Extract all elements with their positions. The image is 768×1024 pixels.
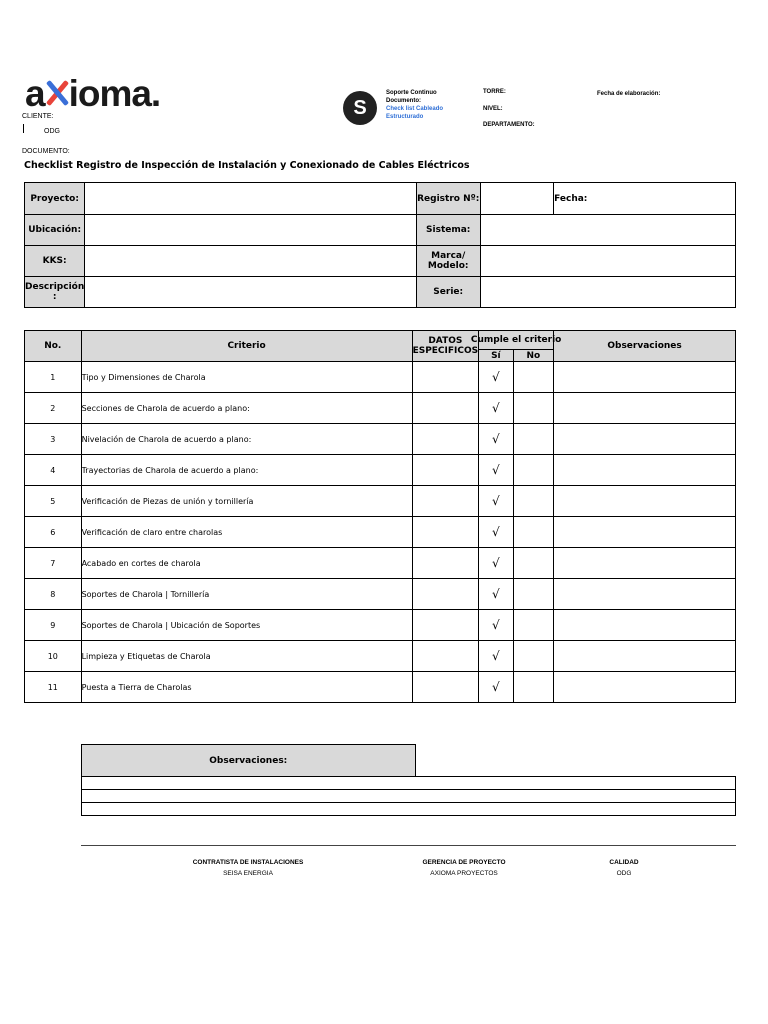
- proyecto-field[interactable]: [85, 183, 417, 215]
- observaciones-line-3[interactable]: [82, 803, 736, 816]
- registro-field[interactable]: [480, 183, 553, 215]
- row-no-check[interactable]: [513, 517, 554, 548]
- observaciones-line-2[interactable]: [82, 790, 736, 803]
- row-no-check[interactable]: [513, 579, 554, 610]
- table-row: [25, 455, 736, 486]
- row-criterio: Verificación de claro entre charolas: [81, 517, 412, 548]
- row-criterio: Tipo y Dimensiones de Charola: [81, 362, 412, 393]
- row-number: 3: [25, 424, 82, 455]
- documento-sub-label: Documento:: [386, 98, 421, 104]
- row-observaciones-field[interactable]: [554, 362, 736, 393]
- row-datos-field[interactable]: [412, 362, 479, 393]
- sig-role-gerencia: GERENCIA DE PROYECTO: [422, 859, 506, 866]
- signature-line: [81, 845, 736, 846]
- observaciones-table: [81, 744, 736, 816]
- row-observaciones-field[interactable]: [554, 517, 736, 548]
- table-row: [25, 579, 736, 610]
- sig-name-calidad: ODG: [616, 870, 632, 877]
- cliente-label: CLIENTE:: [22, 113, 54, 120]
- row-si-check[interactable]: √: [479, 579, 513, 610]
- logo-x-icon: [46, 78, 68, 108]
- kks-field[interactable]: [85, 246, 417, 277]
- sig-name-contratista: SEISA ENERGIA: [223, 870, 273, 877]
- row-datos-field[interactable]: [412, 393, 479, 424]
- table-row: [25, 672, 736, 703]
- row-si-check[interactable]: √: [479, 424, 513, 455]
- row-datos-field[interactable]: [412, 672, 479, 703]
- col-datos-line-1: DATOS: [428, 336, 463, 346]
- row-number: 1: [25, 362, 82, 393]
- cliente-value: ODG: [44, 128, 60, 135]
- table-row: [25, 548, 736, 579]
- row-datos-field[interactable]: [412, 424, 479, 455]
- row-observaciones-field[interactable]: [554, 486, 736, 517]
- row-number: 4: [25, 455, 82, 486]
- document-title: Checklist Registro de Inspección de Instalación y Conexionado de Cables Eléctricos: [24, 160, 470, 171]
- row-criterio: Soportes de Charola | Ubicación de Soportes: [81, 610, 412, 641]
- table-row: [25, 610, 736, 641]
- row-si-check[interactable]: √: [479, 610, 513, 641]
- text-cursor: [23, 124, 24, 133]
- row-number: 2: [25, 393, 82, 424]
- row-si-check[interactable]: √: [479, 672, 513, 703]
- row-criterio: Secciones de Charola de acuerdo a plano:: [81, 393, 412, 424]
- fecha-label: Fecha:: [554, 193, 588, 204]
- row-criterio: Puesta a Tierra de Charolas: [81, 672, 412, 703]
- table-row: [25, 393, 736, 424]
- row-criterio: Acabado en cortes de charola: [81, 548, 412, 579]
- registro-label: Registro Nº:: [416, 183, 480, 215]
- descripcion-label: [25, 277, 85, 308]
- row-number: 10: [25, 641, 82, 672]
- row-no-check[interactable]: [513, 362, 554, 393]
- col-datos-header: [412, 331, 479, 362]
- documento-label: DOCUMENTO:: [22, 148, 70, 155]
- row-si-check[interactable]: √: [479, 362, 513, 393]
- row-observaciones-field[interactable]: [554, 548, 736, 579]
- row-no-check[interactable]: [513, 610, 554, 641]
- row-si-check[interactable]: √: [479, 641, 513, 672]
- serie-label: Serie:: [416, 277, 480, 308]
- row-no-check[interactable]: [513, 672, 554, 703]
- row-datos-field[interactable]: [412, 641, 479, 672]
- serie-field[interactable]: [480, 277, 735, 308]
- row-observaciones-field[interactable]: [554, 641, 736, 672]
- row-no-check[interactable]: [513, 548, 554, 579]
- row-observaciones-field[interactable]: [554, 455, 736, 486]
- row-datos-field[interactable]: [412, 517, 479, 548]
- sistema-label: Sistema:: [416, 215, 480, 246]
- torre-label: TORRE:: [483, 89, 506, 95]
- row-si-check[interactable]: √: [479, 455, 513, 486]
- row-si-check[interactable]: √: [479, 517, 513, 548]
- info-table: [24, 182, 736, 308]
- col-observaciones-header: Observaciones: [554, 331, 736, 362]
- observaciones-line-1[interactable]: [82, 777, 736, 790]
- doc-name-line-2: Estructurado: [386, 114, 424, 120]
- row-observaciones-field[interactable]: [554, 424, 736, 455]
- s-badge-icon: S: [343, 91, 377, 125]
- row-criterio: Soportes de Charola | Tornillería: [81, 579, 412, 610]
- sig-role-calidad: CALIDAD: [609, 859, 639, 866]
- table-row: [25, 362, 736, 393]
- checklist-table: [24, 330, 736, 703]
- row-number: 8: [25, 579, 82, 610]
- table-row: [25, 424, 736, 455]
- col-no-header: No.: [25, 331, 82, 362]
- row-number: 6: [25, 517, 82, 548]
- row-criterio: Trayectorias de Charola de acuerdo a plano:: [81, 455, 412, 486]
- table-row: [25, 517, 736, 548]
- axioma-logo: a ioma.: [25, 73, 161, 114]
- row-datos-field[interactable]: [412, 610, 479, 641]
- row-criterio: Nivelación de Charola de acuerdo a plano:: [81, 424, 412, 455]
- fecha-elaboracion-label: Fecha de elaboración:: [597, 91, 661, 97]
- row-no-check[interactable]: [513, 393, 554, 424]
- row-no-check[interactable]: [513, 455, 554, 486]
- row-si-check[interactable]: √: [479, 393, 513, 424]
- departamento-label: DEPARTAMENTO:: [483, 122, 535, 128]
- row-number: 7: [25, 548, 82, 579]
- descripcion-field[interactable]: [85, 277, 417, 308]
- row-observaciones-field[interactable]: [554, 610, 736, 641]
- col-si-header: Sí: [479, 350, 513, 362]
- marca-label-line-1: Marca/: [431, 251, 466, 261]
- table-row: [25, 641, 736, 672]
- row-number: 9: [25, 610, 82, 641]
- row-observaciones-field[interactable]: [554, 579, 736, 610]
- col-cumple-header: Cumple el criterio: [479, 331, 554, 350]
- row-datos-field[interactable]: [412, 455, 479, 486]
- fecha-field[interactable]: [554, 183, 736, 215]
- observaciones-title: Observaciones:: [82, 745, 416, 777]
- sistema-field[interactable]: [480, 215, 735, 246]
- row-observaciones-field[interactable]: [554, 672, 736, 703]
- nivel-label: NIVEL:: [483, 106, 503, 112]
- descripcion-label-line-1: Descripción: [25, 282, 85, 292]
- row-si-check[interactable]: √: [479, 486, 513, 517]
- col-criterio-header: Criterio: [81, 331, 412, 362]
- soporte-text: Soporte Continuo: [386, 90, 437, 96]
- proyecto-label: Proyecto:: [25, 183, 85, 215]
- ubicacion-label: Ubicación:: [25, 215, 85, 246]
- row-no-check[interactable]: [513, 486, 554, 517]
- marca-label-line-2: Modelo:: [427, 261, 469, 271]
- row-no-check[interactable]: [513, 641, 554, 672]
- sig-role-contratista: CONTRATISTA DE INSTALACIONES: [192, 859, 304, 866]
- sig-name-gerencia: AXIOMA PROYECTOS: [430, 870, 498, 877]
- marca-modelo-label: [416, 246, 480, 277]
- row-number: 11: [25, 672, 82, 703]
- row-number: 5: [25, 486, 82, 517]
- table-row: [25, 486, 736, 517]
- col-datos-line-2: ESPECIFICOS: [412, 346, 479, 356]
- doc-name-line-1: Check list Cableado: [386, 106, 444, 112]
- ubicacion-field[interactable]: [85, 215, 417, 246]
- row-datos-field[interactable]: [412, 579, 479, 610]
- row-datos-field[interactable]: [412, 486, 479, 517]
- col-no-answer-header: No: [513, 350, 554, 362]
- kks-label: KKS:: [25, 246, 85, 277]
- row-no-check[interactable]: [513, 424, 554, 455]
- row-si-check[interactable]: √: [479, 548, 513, 579]
- descripcion-label-line-2: :: [52, 292, 57, 302]
- row-criterio: Verificación de Piezas de unión y tornillería: [81, 486, 412, 517]
- marca-modelo-field[interactable]: [480, 246, 735, 277]
- row-observaciones-field[interactable]: [554, 393, 736, 424]
- row-datos-field[interactable]: [412, 548, 479, 579]
- row-criterio: Limpieza y Etiquetas de Charola: [81, 641, 412, 672]
